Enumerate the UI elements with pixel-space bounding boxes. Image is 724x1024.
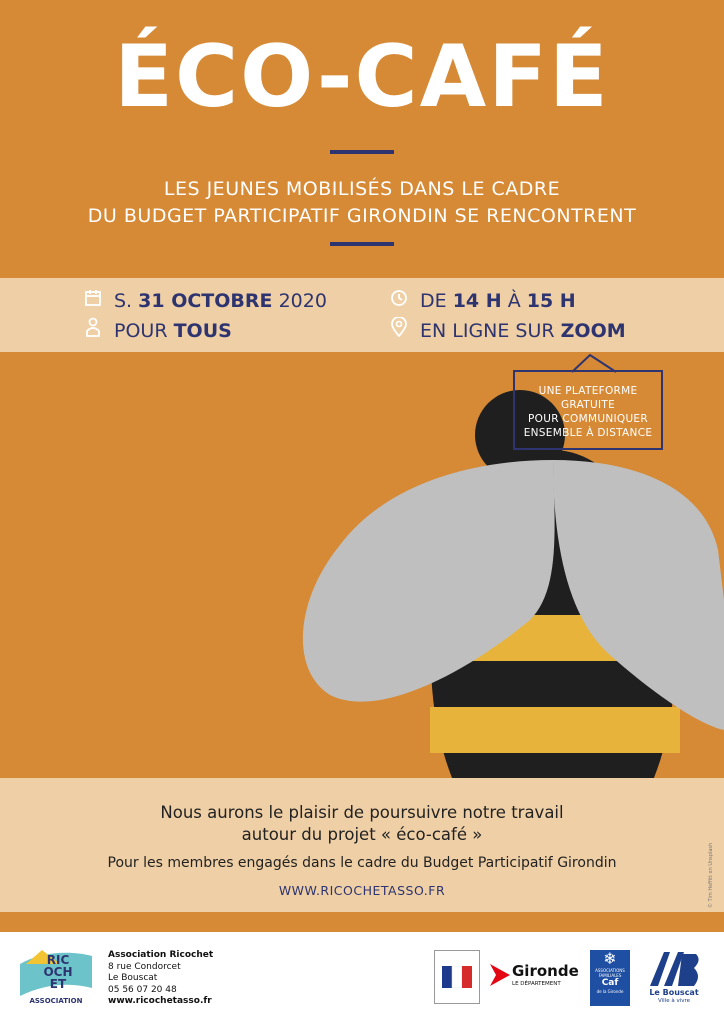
subtitle-line-2: DU BUDGET PARTICIPATIF GIRONDIN SE RENCONTRENT — [87, 205, 637, 227]
republique-logo — [434, 950, 480, 1004]
message-line-3: Pour les membres engagés dans le cadre du Budget Participatif Girondin — [107, 855, 617, 871]
website-link[interactable]: WWW.RICOCHETASSO.FR — [278, 883, 446, 898]
republique-flag — [442, 966, 472, 988]
event-time: DE 14 H À 15 H — [388, 289, 576, 313]
org-name: Association Ricochet — [108, 950, 214, 960]
le-bouscat-emblem — [646, 948, 702, 988]
location-pin-icon — [388, 317, 410, 343]
poster-title: ÉCO-CAFÉ — [114, 27, 610, 127]
gironde-logo: Gironde LE DÉPARTEMENT — [490, 962, 576, 992]
message-line-1: Nous aurons le plaisir de poursuivre notre travail — [160, 803, 564, 822]
photo-credit: © Tim Heffitt on Unsplash — [708, 842, 714, 908]
divider-top — [330, 150, 394, 154]
event-location: EN LIGNE SUR ZOOM — [388, 317, 626, 343]
gironde-arrow-icon — [490, 964, 510, 986]
callout-line-2: GRATUITE — [560, 399, 616, 411]
divider-bottom — [330, 242, 394, 246]
zoom-callout — [513, 370, 663, 450]
clock-icon — [388, 289, 410, 313]
message-line-2: autour du projet « éco-café » — [241, 825, 483, 844]
event-date: S. 31 OCTOBRE 2020 — [82, 289, 327, 313]
poster-subtitle — [0, 176, 724, 230]
callout-line-3: POUR COMMUNIQUER — [528, 413, 648, 425]
caf-logo: ❄ ASSOCIATIONS FAMILIALES Caf de la Gironde — [590, 950, 630, 1006]
callout-line-1: UNE PLATEFORME — [538, 385, 638, 397]
event-audience: POUR TOUS — [82, 317, 232, 343]
org-site-link[interactable]: www.ricochetasso.fr — [108, 996, 212, 1006]
person-icon — [82, 317, 104, 343]
le-bouscat-logo: Le Bouscat Ville à vivre — [646, 948, 702, 1008]
subtitle-line-1: LES JEUNES MOBILISÉS DANS LE CADRE — [163, 178, 561, 200]
caf-snowflake-icon: ❄ — [603, 949, 617, 968]
org-address: Association Ricochet 8 rue Condorcet Le Bouscat 05 56 07 20 48 www.ricochetasso.fr — [108, 950, 214, 1006]
callout-line-4: ENSEMBLE À DISTANCE — [523, 427, 653, 439]
calendar-icon — [82, 289, 104, 313]
ricochet-logo: RIC OCH ET ASSOCIATION — [20, 946, 92, 1008]
